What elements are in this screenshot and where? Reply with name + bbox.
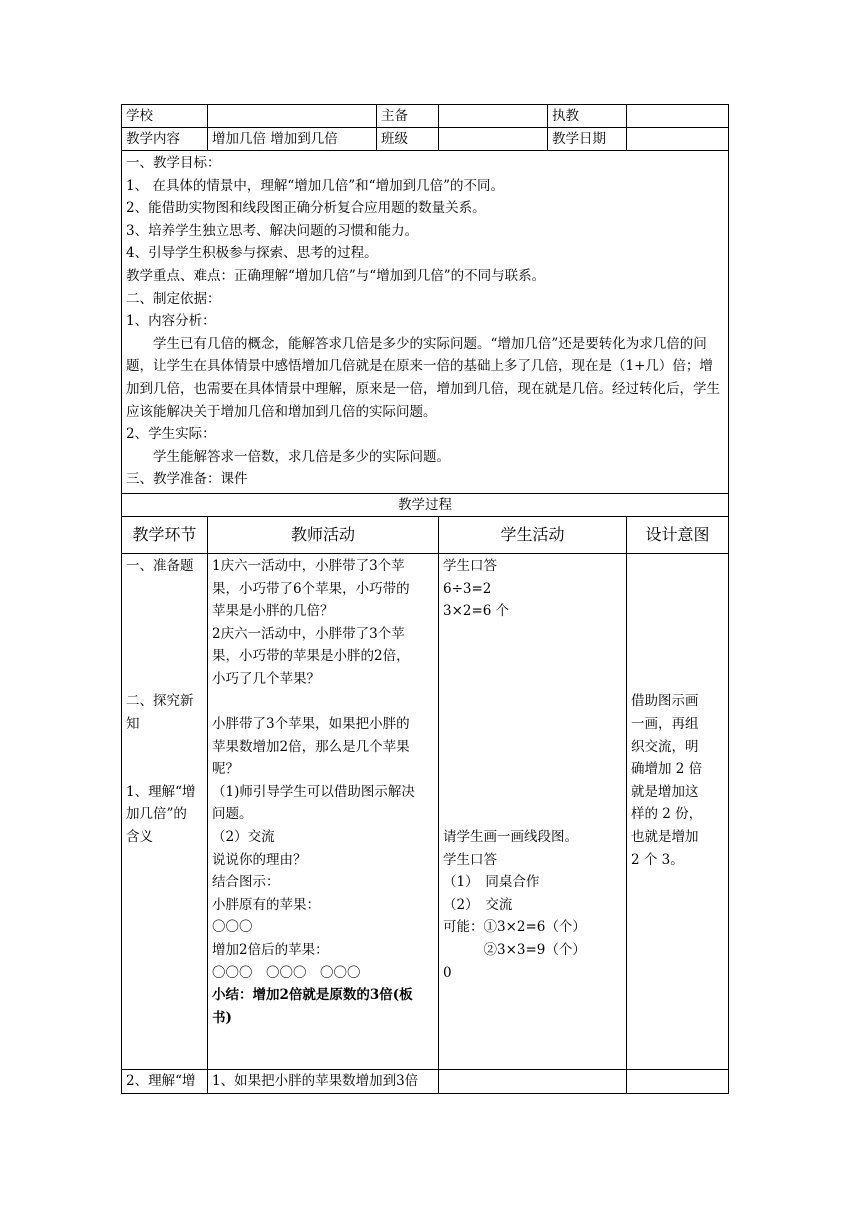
intro-line: 4、引导学生积极参与探索、思考的过程。 <box>126 245 378 262</box>
stage-line <box>126 578 203 601</box>
student-activity-line <box>443 668 622 691</box>
intro-line: 学生已有几倍的概念，能解答求几倍是多少的实际问题。“增加几倍”还是要转化为求几倍的问题，让学生在具体情景中感悟增加几倍就是在原来一倍的基础上多了几倍，现在是（1+几）倍；增加到几倍，也需要在具体情景中理解，原来是一倍，增加到几倍，现在就是几倍。经过转化后，学生应该能解决关于增加几倍和增加到几倍的实际问题。 <box>126 335 720 420</box>
header-row-2 <box>122 128 729 151</box>
col-header-teacher: 教师活动 <box>208 516 439 553</box>
teacher-activity-line: 苹果数增加2倍，那么是几个苹果 <box>212 738 410 755</box>
student-activity-line <box>443 803 622 826</box>
stage-line <box>126 600 203 623</box>
stage-line: 一、准备题 <box>126 557 194 574</box>
teacher-activity-cell-2: 1、如果把小胖的苹果数增加到3倍 <box>208 1069 439 1093</box>
teacher-activity-line: 2庆六一活动中，小胖带了3个苹 <box>212 625 405 642</box>
content-label: 教学内容 <box>122 128 208 151</box>
process-title: 教学过程 <box>122 493 729 516</box>
stage-line: 含义 <box>126 829 153 846</box>
intro-line: 2、能借助实物图和线段图正确分析复合应用题的数量关系。 <box>126 200 486 217</box>
intro-line: 2、学生实际： <box>126 426 216 443</box>
student-activity-line: 3×2=6 个 <box>443 603 510 620</box>
stage-line <box>126 736 203 759</box>
teacher-activity-line: 小巧了几个苹果？ <box>212 670 320 687</box>
stage-line <box>126 758 203 781</box>
col-header-stage: 教学环节 <box>122 516 208 553</box>
lesson-plan-page <box>121 104 728 1094</box>
intro-line: 二、制定依据： <box>126 290 221 307</box>
design-intent-line <box>631 578 724 601</box>
date-value <box>627 128 729 151</box>
stage-cell <box>122 553 208 1069</box>
design-intent-line: 样的 2 份， <box>631 806 703 823</box>
teacher-activity-line: （2）交流 <box>212 829 275 846</box>
student-activity-line <box>443 736 622 759</box>
design-intent-line <box>631 668 724 691</box>
class-label: 班级 <box>377 128 439 151</box>
stage-line: 二、探究新 <box>126 693 194 710</box>
header-row-1 <box>122 105 729 128</box>
student-activity-line: （2） 交流 <box>443 896 513 913</box>
student-activity-cell <box>439 553 627 1069</box>
process-title-row <box>122 493 729 516</box>
process-column-header-row <box>122 516 729 553</box>
student-activity-line: （1） 同桌合作 <box>443 874 540 891</box>
stage-line <box>126 623 203 646</box>
teacher-activity-line: 小胖带了3个苹果，如果把小胖的 <box>212 716 410 733</box>
stage-line: 加几倍”的 <box>126 806 187 823</box>
date-label: 教学日期 <box>548 128 627 151</box>
lead-value <box>439 105 548 128</box>
teacher-activity-line: 说说你的理由？ <box>212 851 307 868</box>
teacher-activity-line: 书) <box>212 1009 232 1026</box>
intro-row <box>122 151 729 494</box>
student-activity-cell-2 <box>439 1069 627 1093</box>
teacher-activity-line: （1)师引导学生可以借助图示解决 <box>212 783 415 800</box>
student-activity-line: 学生口答 <box>443 851 497 868</box>
stage-line <box>126 645 203 668</box>
teacher-activity-line: 果，小巧带了6个苹果，小巧带的 <box>212 580 410 597</box>
design-intent-line: 就是增加这 <box>631 783 699 800</box>
student-activity-line: 学生口答 <box>443 557 497 574</box>
teacher-activity-line: 小结：增加2倍就是原数的3倍(板 <box>212 987 413 1004</box>
design-intent-line <box>631 600 724 623</box>
intro-line: 1、 在具体的情景中，理解“增加几倍”和“增加到几倍”的不同。 <box>126 177 504 194</box>
col-header-intent: 设计意图 <box>627 516 729 553</box>
intro-line: 3、培养学生独立思考、解决问题的习惯和能力。 <box>126 222 419 239</box>
process-row-1 <box>122 553 729 1069</box>
design-intent-line: 借助图示画 <box>631 693 699 710</box>
lesson-plan-table <box>121 104 729 1094</box>
design-intent-line: 一画，再组 <box>631 716 699 733</box>
teacher-activity-line: 呢？ <box>212 761 239 778</box>
student-activity-line: 6÷3=2 <box>443 580 492 597</box>
lead-label: 主备 <box>377 105 439 128</box>
stage-cell-2: 2、理解“增 <box>122 1069 208 1093</box>
content-value: 增加几倍 增加到几倍 <box>208 128 377 151</box>
teacher-activity-line: 问题。 <box>212 806 253 823</box>
student-activity-line <box>443 623 622 646</box>
teacher-activity-cell <box>208 553 439 1069</box>
teacher-activity-line: 果，小巧带的苹果是小胖的2倍， <box>212 648 410 665</box>
intro-line: 1、内容分析： <box>126 313 216 330</box>
design-intent-line <box>631 623 724 646</box>
intro-line: 学生能解答求一倍数，求几倍是多少的实际问题。 <box>153 448 450 465</box>
teacher-activity-line <box>212 690 434 713</box>
student-activity-line: ②3×3=9（个） <box>443 942 586 958</box>
student-activity-line <box>443 781 622 804</box>
teacher-activity-line: 〇〇〇 〇〇〇 〇〇〇 <box>212 964 361 981</box>
design-intent-line: 确增加 2 倍 <box>631 761 703 778</box>
teacher-label: 执教 <box>548 105 627 128</box>
school-label: 学校 <box>122 105 208 128</box>
teacher-activity-line: 苹果是小胖的几倍？ <box>212 603 334 620</box>
student-activity-line <box>443 758 622 781</box>
student-activity-line <box>443 713 622 736</box>
teacher-activity-line: 〇〇〇 <box>212 919 253 936</box>
intro-line: 一、教学目标： <box>126 155 221 171</box>
stage-line <box>126 668 203 691</box>
student-activity-line: 请学生画一画线段图。 <box>443 829 578 846</box>
design-intent-line <box>631 555 724 578</box>
col-header-student: 学生活动 <box>439 516 627 553</box>
student-activity-line <box>443 690 622 713</box>
class-value <box>439 128 548 151</box>
teacher-activity-line: 1庆六一活动中，小胖带了3个苹 <box>212 557 405 574</box>
design-intent-cell <box>627 553 729 1069</box>
process-row-2 <box>122 1069 729 1093</box>
student-activity-line: 0 <box>443 964 452 981</box>
teacher-activity-line: 结合图示： <box>212 874 280 891</box>
student-activity-line <box>443 645 622 668</box>
stage-line: 1、理解“增 <box>126 783 196 800</box>
design-intent-line <box>631 645 724 668</box>
student-activity-line: 可能：①3×2=6（个） <box>443 919 586 936</box>
intro-section <box>122 151 729 494</box>
teacher-activity-line: 增加2倍后的苹果： <box>212 942 329 958</box>
intro-line: 三、教学准备：课件 <box>126 471 248 488</box>
intro-line: 教学重点、难点：正确理解“增加几倍”与“增加到几倍”的不同与联系。 <box>126 267 546 284</box>
stage-line: 知 <box>126 716 140 733</box>
teacher-activity-line: 小胖原有的苹果： <box>212 896 320 913</box>
design-intent-cell-2 <box>627 1069 729 1093</box>
design-intent-line: 织交流，明 <box>631 738 699 755</box>
design-intent-line: 2 个 3。 <box>631 851 684 868</box>
design-intent-line: 也就是增加 <box>631 829 699 846</box>
teacher-value <box>627 105 729 128</box>
school-value <box>208 105 377 128</box>
